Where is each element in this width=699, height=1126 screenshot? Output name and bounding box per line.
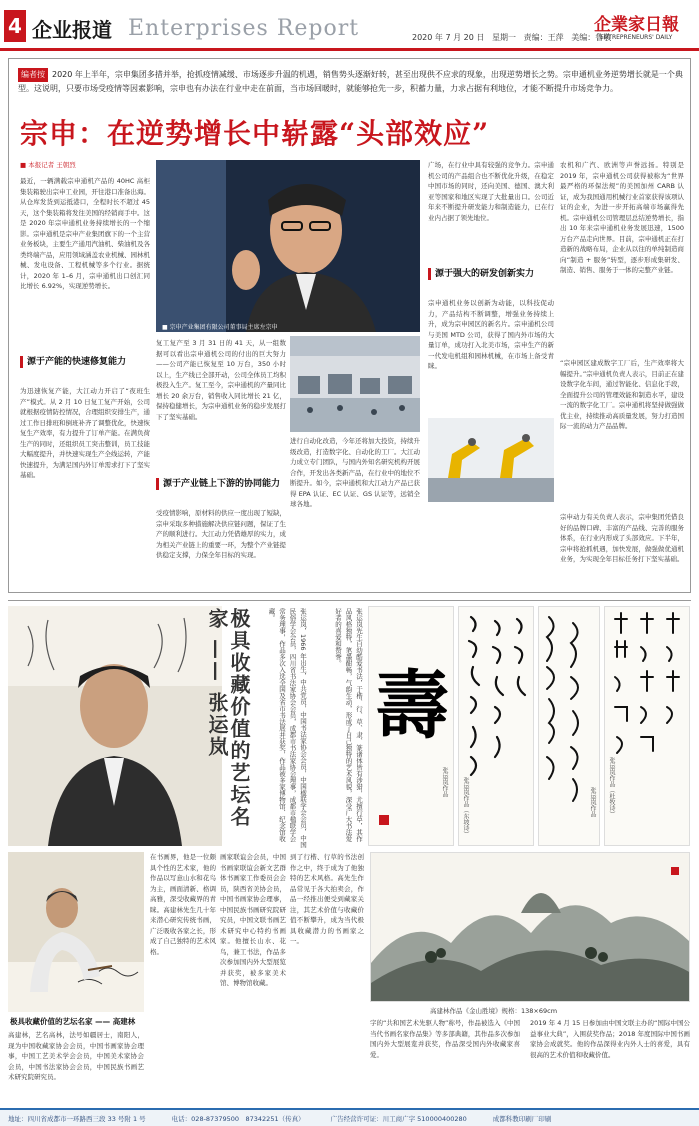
zhang-yunlan-portrait-art [8,606,222,846]
landscape-painting [370,852,690,1002]
calligraphy-poem-3 [604,606,690,846]
article-col-3: 广场，在行业中具有较强的竞争力。宗申通机公司的产品组合也不断优化升级，在稳定中国市场的同时，还向美国、德国、澳大利亚等国家和地区实现了大批量出口。公司近年来不断提升研发能力和制造能力，已在行业内占据了领先地位。 [428,161,554,222]
editor-note-tag: 编者按 [18,68,48,82]
gao-jianlin-caption: 极具收藏价值的艺坛名家 —— 高建林 [10,1017,136,1026]
article-col-3-top [290,436,420,586]
calligraphy-shou-sign: 张运岚作品 [441,767,448,797]
chairman-photo [156,160,420,332]
newspaper-logo: 企業家日報 [594,15,679,35]
calligraphy-shou-char: 壽 [375,663,449,749]
calligraphy-poem-2 [538,606,600,846]
robot-arm-photo-art [428,418,554,502]
zhang-yunlan-portrait [8,606,222,846]
article-byline: ■ 本报记者 王朝烈 [20,161,76,169]
calligraphy-shou [368,606,454,846]
article2-col-b: 张运岚先生自幼酷爱书法，于楷、行、草、隶、篆诸体皆有涉猎，尤擅行草，其作品风格独特，笔墨酣畅，气韵生动，形成了自己独特的艺术风貌，深受广大书法爱好者的喜爱和赞誉。 [334,608,363,842]
chairman-photo-art [156,160,420,332]
article-col-4c: 宗申动力有关负责人表示，宗申集团凭借良好的品牌口碑、丰富的产品线、完善的服务体系，在行业内形成了头部效应。下半年，宗申将抢抓机遇，加快发展，做强做优通机业务，为实现全年目标任务打下坚实基础。 [560,513,684,563]
article3-col-e: 字的“共和国艺术先驱人物”称号，作品被选入《中国当代书画名家作品集》等多部典籍，其作品多次参加国内外大型展览并获奖，作品深受国内外收藏家喜爱。 [370,1019,520,1059]
article-col-2: 复工复产至 3 月 31 日的 41 天，从一组数据可以看出宗申通机公司的付出的巨大努力——公司产能已恢复至 10 万台，350 小时以上，生产线已全部开动，公司全体员工均积极投入生产。复工至今，宗申通机的产量同比增长 20 余万台，销售收入同比增长 21 亿，保持稳健增长，为宗申通机业务的稳步发展打下了坚实基础。 [156,339,286,421]
article-col-4b: “宗申园区建成数字工厂后，生产效率将大幅提升。”宗申通机负责人表示，目前正在建设数字化车间，通过智能化、信息化手段，全面提升公司的管理效能和制造水平，建设一流的数字化工厂。宗申通机将坚持做强做优主业，持续推动高质量发展，努力打造国际一流的动力产品品牌。 [560,359,684,430]
article2-title: 极具收藏价值的艺坛名家 —— 张运岚 [205,608,251,828]
calligraphy-strokes-3 [605,607,690,807]
landscape-painting-art [371,853,690,1002]
footer-address: 地址：四川省成都市一环路西三段 33 号附 1 号 [8,1114,146,1123]
article-col-3b: 宗申通机业务以创新为动能，以科技促动力，产品结构不断调整，增强业务持续上升，成为宗申园区的新名片。宗申通机公司与美国 MTD 公司，获得了国内外市场的大量订单，成功打入北美市场，宗申生产的新一代发电机组和园林机械，在市场上备受青睐。 [428,299,554,370]
article3-col-a: 高建林，艺名高林，法号如疆居士，南阳人，现为中国收藏家协会会员，中国书画家协会理事，中国工艺美术学会会员，中国美术家协会会员，中国书法家协会会员，中国民族书画艺术研究院研究员。 [8,1031,144,1081]
newspaper-logo-en: ENTREPRENEURS' DAILY [600,34,673,41]
article-col-3-top-text: 进行自动化改造，今年还将加大投资，持续升级改造，打造数字化、自动化的工厂。大江动力成立专门团队，与国内外知名研究机构开展合作，开发出各类新产品，在行业中的地位不断提升。如今，宗申通机和大江动力产品已获得 EPA 认证、EC 认证、GS 认证等，远销全球各地。 [290,437,420,508]
issue-date: 2020 年 7 月 20 日 [412,33,485,42]
designer: 美编：鲁敬 [571,33,612,42]
calligraphy-poem-1 [458,606,534,846]
article3-col-c: 画家联谊会会员，中国书画家联谊会新文艺群体书画家工作委员会会员，陕西省美协会员，中国书画家协会理事，中国民族书画研究院研究员，中国文联书画艺术研究中心特约书画家。他擅长山水、花鸟，兼工书法，作品多次参加国内外大型展览并获奖，被多家美术馆、博物馆收藏。 [220,853,286,987]
article3-col-d: 到了行楷、行草的书法创作之中，终于成为了他独特的艺术风格。高先生作品常见于各大拍卖会，作品一经推出便受到藏家关注，其艺术价值与收藏价值不断攀升，成为当代极具收藏潜力的书画家之一。 [290,853,364,945]
article-headline: 宗申：在逆势增长中崭露“头部效应” [20,117,490,150]
article2-col-a: 张运岚，1966 年出生，中共党员，中国书法家协会会员，中国楹联学会会员，中国民俗学会会员，四川省书法家协会会员，成都市书法家协会理事，成都市楹联学会常务理事，作品多次入选全国及省市书法展并获奖，作品被多家博物馆、纪念馆收藏。 [267,608,307,848]
article-col-4: 农机和广汽、欧洲等声誉远扬。特别是 2019 年，宗申通机公司获得被称为“世界最严格的环保法规”的美国加州 CARB 认证，成为我国通用机械行业首家获得该项认证的企业，为进一步开拓高端市场赢得先机。宗申通机公司管理层总结逆势增长，指出 10 年来宗申通机业务发展迅速，1500 万台产品走向世界。目前，宗申通机正在打造新的战略布局，企业从以往的单纯制造商向“制造 + 服务”转型，逐步形成集研发、制造、销售、服务于一体的完整产业链。 [560,161,684,274]
gao-jianlin-photo-art [8,852,144,1012]
section-title-en: Enterprises Report [128,16,360,41]
page-number: 4 [4,10,26,42]
subhead-capacity: 源于产能的快速修复能力 [20,356,150,368]
painting-caption: 高建林作品《金山胜境》规格：138×69cm [430,1007,558,1015]
calligraphy-poem-2-sign: 张运岚作品 [589,787,596,817]
section-title: 企业报道 [32,18,112,42]
calligraphy-seal [379,815,389,825]
article3-col-f: 2019 年 4 月 15 日参加由中国文联主办的“国际中国公益事业大典”，入围获奖作品；2018 年度国际中国书画家协会成就奖。他的作品深得业内外人士的喜爱，具有很高的艺术价值和收藏价值。 [530,1019,690,1059]
calligraphy-poem-3-sign: 张运岚作品（杜牧诗） [608,757,615,817]
editor: 责编：王萍 [523,33,564,42]
footer-phone: 电话：028-87379500 87342251（传真） [171,1114,305,1123]
robot-arm-photo [428,418,554,502]
subhead-innovation: 源于强大的研发创新实力 [428,268,554,280]
article-col-1b: 为迅速恢复产能，大江动力开启了“夜班生产”模式。从 2 月 10 日复工复产开始，公司就根据疫情防控情况，合理组织安排生产，通过工作日排班和倒班补齐了调整优化，快速恢复生产效率，有力提升了订单产能。在满负荷生产的同时，还组织员工突击整训，员工技能大幅度提升，并快速实现生产全线运转，产能快速提升，为满足国内外订单需求打下了坚实基础。 [20,387,150,479]
footer-license: 广告经营许可证：川工商广字 510000400280 [330,1114,467,1123]
editor-note-text: 2020 年上半年，宗申集团多措并举，抢抓疫情减缓、市场逐步升温的机遇，销售势头逐渐好转，甚至出现供不应求的现象，出现逆势增长之势。宗申通机业务逆势增长就是一个典型。这说明，只要市场受疫情等因素影响，宗申也有办法在行业中走在前面，当市场回暖时，就能够抢先一步，积蓄力量，力求占据有利地位，才能不断提升市场竞争力。 [18,70,683,93]
article3-col-b: 在书画界，他是一位颇具个性的艺术家，他的作品以写意山水和花鸟为主，画面清新、格调高雅，深受收藏界的青睐。高建林先生几十年来潜心研究传统书画，广泛吸收各家之长，形成了自己独特的艺术风格。 [150,853,216,956]
header-rule [0,48,699,51]
issue-meta [412,32,611,43]
article-col-2b: 受疫情影响，原材料的供应一度出现了短缺，宗申采取多种措施解决供应链问题，保证了生产的顺利进行。大江动力凭借雄厚的实力，成为相关产业链上的重要一环，为整个产业链提供稳定支撑，力保全年目标的实现。 [156,509,286,559]
calligraphy-strokes-1 [459,607,534,817]
calligraphy-poem-1-sign: 张运岚作品（东坡诗） [462,777,469,837]
footer-printer: 成都科教印刷厂印刷 [492,1114,552,1123]
factory-photo [290,336,420,432]
editor-note [18,68,683,96]
article-col-1: 最近，一辆满载宗申通机产品的 40HC 高柜集装箱驶出宗申工业园，开往港口准备出海。从仓库发货到运抵港口，全程时长不超过 45 天，这个集装箱将发往美国的经销商手中。这是 2020 年宗申通机业务持续增长的一个缩影。宗申通机是宗申产业集团旗下的一个主营业务板块，主要生产通用汽油机、柴油机及各类终端产品，应用领域涵盖农业机械、园林机械、发电设备、工程机械等多个行业。据统计，2020 年 1–6 月，宗申通机出口创汇同比增长 6.92%，实现逆势增长。 [20,177,150,290]
issue-weekday: 星期一 [491,33,516,42]
gao-jianlin-photo [8,852,144,1012]
factory-photo-art [290,336,420,432]
section-divider [8,600,691,601]
subhead-supply-chain: 源于产业链上下游的协同能力 [156,478,286,490]
page-header [0,0,699,50]
chairman-photo-caption: ■ 宗申产业集团有限公司董事局主席左宗申 [162,324,278,331]
page-footer [0,1108,699,1126]
